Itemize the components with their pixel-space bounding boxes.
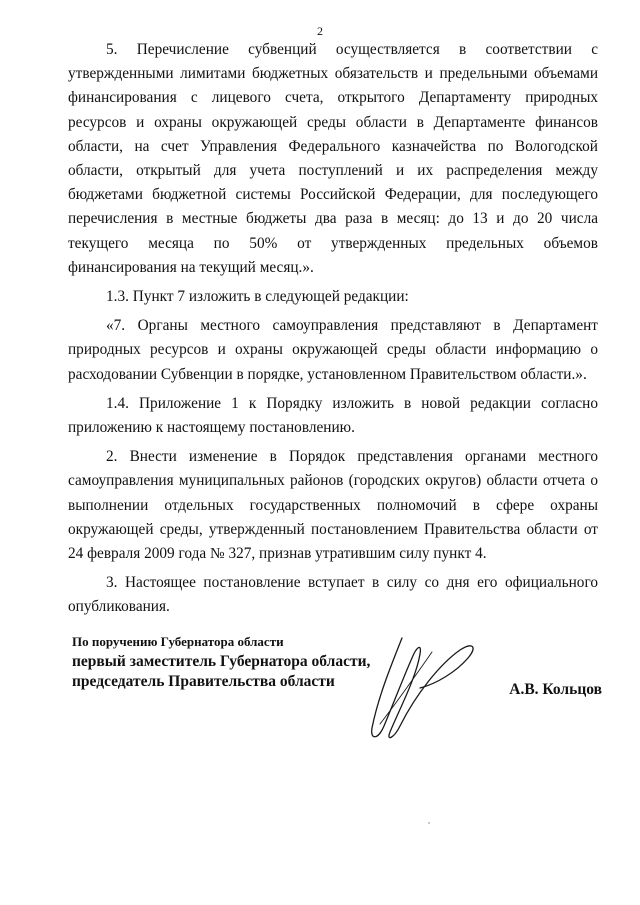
paragraph-3: 3. Настоящее постановление вступает в силу со дня его официального опубликования. <box>68 574 598 616</box>
paragraph-5-transfer: 5. Перечисление субвенций осуществляется в соответствии с утвержденными лимитами бюджетных обязательств и предельными объемами финансирования с лицевого счета, открытого Департаменту природных ресурсов и охраны окружающей среды области в Департаменте финансов области, на счет Управления Федерального казначейства по Вологодской области, открытый для учета поступлений и их распределения между бюджетами бюджетной системы Российской Федерации, для последующего перечисления в местные бюджеты два раза в месяц: до 13 и до 20 числа текущего месяца по 50% от утвержденных предельных объемов финансирования на текущий месяц.». <box>68 41 598 276</box>
signature-block <box>72 632 602 698</box>
signatory-name: А.В. Кольцов <box>509 681 602 698</box>
paragraph-1-3: 1.3. Пункт 7 изложить в следующей редакции: <box>106 288 409 306</box>
handwritten-signature <box>360 628 490 748</box>
page-number: 2 <box>317 24 323 38</box>
signatory-position-line1: первый заместитель Губернатора области, <box>72 653 371 670</box>
signatory-position-line2: председатель Правительства области <box>72 673 335 690</box>
paragraph-clause-7: «7. Органы местного самоуправления представляют в Департамент природных ресурсов и охраны окружающей среды области информацию о расходовании Субвенции в порядке, установленном Правительством области.». <box>68 317 598 383</box>
document-body <box>68 38 598 620</box>
scan-speck <box>428 822 430 824</box>
on-behalf-line: По поручению Губернатора области <box>72 634 284 649</box>
paragraph-2: 2. Внести изменение в Порядок представления органами местного самоуправления муниципальных районов (городских округов) области отчета о выполнении отдельных государственных полномочий в сфере охраны окружающей среды, утвержденный постановлением Правительства области от 24 февраля 2009 года № 327, признав утратившим силу пункт 4. <box>68 448 598 563</box>
paragraph-1-4: 1.4. Приложение 1 к Порядку изложить в новой редакции согласно приложению к настоящему постановлению. <box>68 394 598 437</box>
